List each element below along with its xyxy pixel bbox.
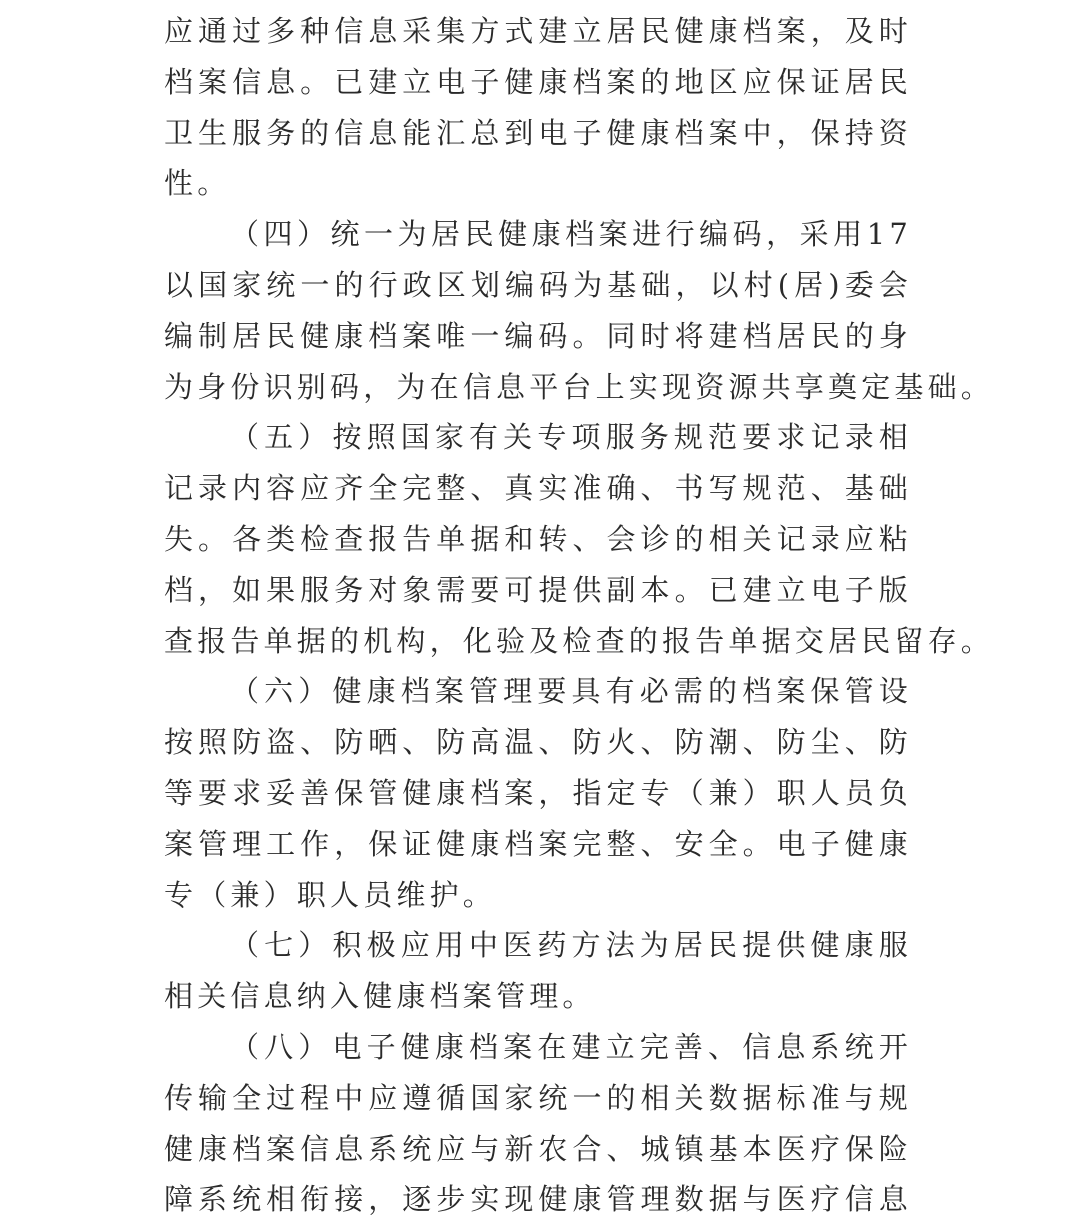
text-line: 传输全过程中应遵循国家统一的相关数据标准与规 [164, 1080, 912, 1115]
paragraph-first-line: （五）按照国家有关专项服务规范要求记录相 [230, 420, 912, 455]
text-line: 为身份识别码，为在信息平台上实现资源共享奠定基础。 [164, 369, 995, 404]
text-line: 案管理工作，保证健康档案完整、安全。电子健康 [164, 826, 912, 861]
text-line: 障系统相衔接，逐步实现健康管理数据与医疗信息 [164, 1182, 912, 1217]
text-line: 按照防盗、防晒、防高温、防火、防潮、防尘、防 [164, 725, 912, 760]
text-line: 专（兼）职人员维护。 [164, 877, 497, 912]
text-line: 相关信息纳入健康档案管理。 [164, 979, 596, 1014]
text-line: 档，如果服务对象需要可提供副本。已建立电子版 [164, 572, 912, 607]
text-line: 失。各类检查报告单据和转、会诊的相关记录应粘 [164, 521, 912, 556]
text-line: 性。 [164, 166, 231, 201]
text-line: 以国家统一的行政区划编码为基础，以村(居)委会 [164, 267, 912, 302]
text-line: 健康档案信息系统应与新农合、城镇基本医疗保险 [164, 1131, 912, 1166]
text-line: 记录内容应齐全完整、真实准确、书写规范、基础 [164, 471, 912, 506]
paragraph-first-line: （七）积极应用中医药方法为居民提供健康服 [230, 928, 912, 963]
text-line: 应通过多种信息采集方式建立居民健康档案，及时 [164, 14, 912, 48]
document-body-text [164, 6, 995, 1225]
paragraph-first-line: （六）健康档案管理要具有必需的档案保管设 [230, 674, 912, 709]
text-line: 编制居民健康档案唯一编码。同时将建档居民的身 [164, 318, 912, 353]
text-line: 档案信息。已建立电子健康档案的地区应保证居民 [164, 64, 912, 99]
text-line: 等要求妥善保管健康档案，指定专（兼）职人员负 [164, 775, 912, 810]
paragraph-first-line: （四）统一为居民健康档案进行编码，采用17 [230, 217, 912, 252]
text-line: 卫生服务的信息能汇总到电子健康档案中，保持资 [164, 115, 912, 150]
paragraph-first-line: （八）电子健康档案在建立完善、信息系统开 [230, 1029, 912, 1064]
text-line: 查报告单据的机构，化验及检查的报告单据交居民留存。 [164, 623, 995, 658]
